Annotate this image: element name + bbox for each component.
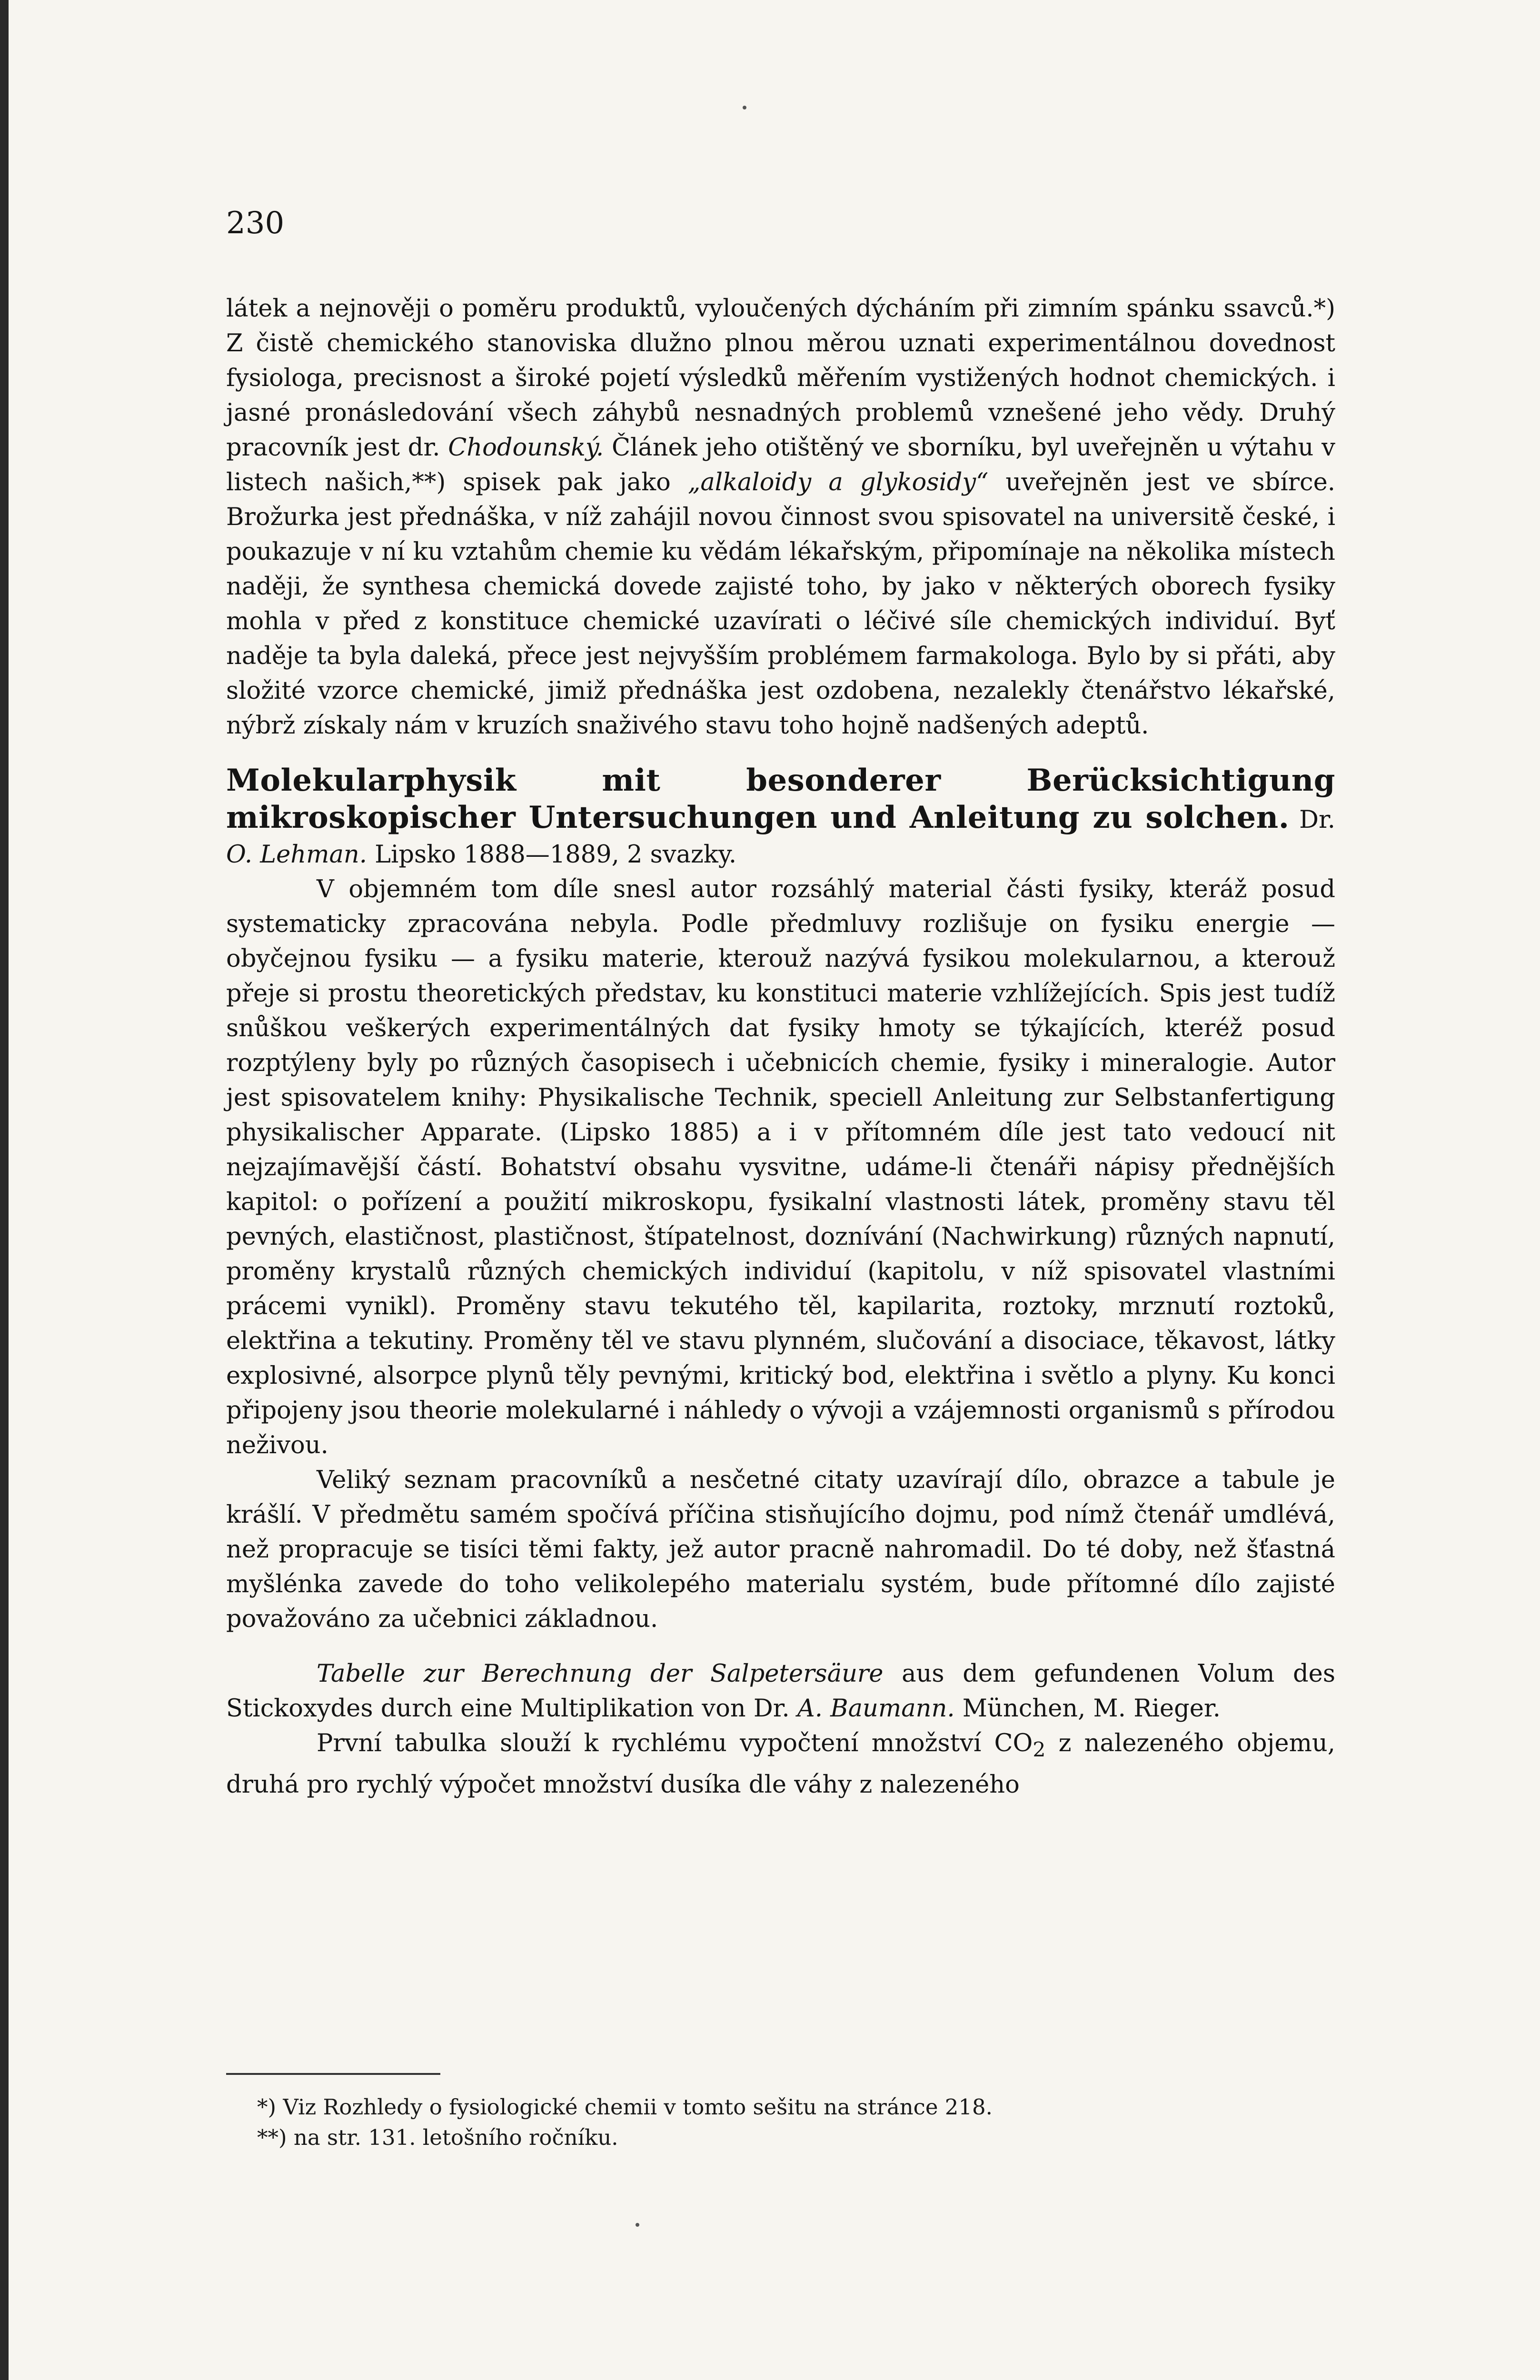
- page-number: 230: [226, 206, 285, 241]
- paragraph-tabelle: První tabulka slouží k rychlému vypočtení množství $CO_2$ z nalezeného objemu, druhá pro rychlý výpočet množství dusíka dle váhy z nalezeného: [226, 1729, 1335, 1799]
- scan-speck: [743, 106, 746, 109]
- book-heading: Molekularphysik mit besonderer Berücksichtigung mikroskopischer Untersuchungen und Anleitung zu solchen. Dr. O. Lehman. Lipsko 1888—1889, 2 svazky.: [226, 763, 1336, 869]
- scan-edge: [0, 0, 9, 2380]
- footnote-1: *) Viz Rozhledy o fysiologické chemii v tomto sešitu na stránce 218.: [257, 2094, 993, 2120]
- main-text: [226, 291, 1335, 1802]
- author-chodounsky: Chodounský.: [448, 434, 604, 462]
- alkaloidy-title: „alkaloidy a glykosidy“: [687, 468, 989, 496]
- book-title: Molekularphysik mit besonderer Berücksichtigung mikroskopischer Untersuchungen und Anleitung zu solchen.: [226, 763, 1335, 835]
- co2-subscript: 2: [1033, 1738, 1046, 1762]
- footnotes: [257, 2092, 1304, 2153]
- paragraph-chemistry-review: látek a nejnověji o poměru produktů, vyloučených dýcháním při zimním spánku ssavců.*) Z čistě chemického stanoviska dlužno plnou měrou uznati experimentálnou dovednost fysiologa, precisnost a široké pojetí výsledků měřením vystižených hodnot chemických. i jasné pronásledování všech záhybů nesnadných problemů vznešené jeho vědy. Druhý pracovník jest dr. Chodounský. Článek jeho otištěný ve sborníku, byl uveřejněn u výtahu v listech našich,**) spisek pak jako „alkaloidy a glykosidy“ uveřejněn jest ve sbírce. Brožurka jest přednáška, v níž zahájil novou činnost svou spisovatel na universitě české, i poukazuje v ní ku vztahům chemie ku vědám lékařským, připomínaje na několika místech naději, že synthesa chemická dovede zajisté toho, by jako v některých oborech fysiky mohla v před z konstituce chemické uzavírati o léčivé síle chemických individuí. Byť naděje ta byla daleká, přece jest nejvyšším problémem farmakologa. Bylo by si přáti, aby složité vzorce chemické, jimiž přednáška jest ozdobena, nezalekly čtenářstvo lékařské, nýbrž získaly nám v kruzích snaživého stavu toho hojně nadšených adeptů.: [226, 295, 1335, 740]
- footnote-2: **) na str. 131. letošního ročníku.: [257, 2125, 618, 2150]
- scan-speck: [636, 2223, 639, 2227]
- paragraph-book-conclusion: Veliký seznam pracovníků a nesčetné citaty uzavírají dílo, obrazce a tabule je krášlí. V předmětu samém spočívá příčina stisňujícího dojmu, pod nímž čtenář umdlévá, než propracuje se tisíci těmi fakty, jež autor pracně nahromadil. Do té doby, než šťastná myšlénka zavede do toho velikolepého materialu systém, bude přítomné dílo zajisté považováno za učebnici základnou.: [226, 1466, 1335, 1633]
- paragraph-book-review: V objemném tom díle snesl autor rozsáhlý material části fysiky, kteráž posud systematicky zpracována nebyla. Podle předmluvy rozlišuje on fysiku energie — obyčejnou fysiku — a fysiku materie, kterouž nazývá fysikou molekularnou, a kterouž přeje si prostu theoretických představ, ku konstituci materie vzhlížejících. Spis jest tudíž snůškou veškerých experimentálných dat fysiky hmoty se týkajících, kteréž posud rozptýleny byly po různých časopisech i učebnicích chemie, fysiky i mineralogie. Autor jest spisovatelem knihy: Physikalische Technik, speciell Anleitung zur Selbstanfertigung physikalischer Apparate. (Lipsko 1885) a i v přítomném díle jest tato vedoucí nit nejzajímavější částí. Bohatství obsahu vysvitne, udáme-li čtenáři nápisy přednějších kapitol: o pořízení a použití mikroskopu, fysikalní vlastnosti látek, proměny stavu těl pevných, elastičnost, plastičnost, štípatelnost, doznívání (Nachwirkung) různých napnutí, proměny krystalů různých chemických individuí (kapitolu, v níž spisovatel vlastními prácemi vynikl). Proměny stavu tekutého těl, kapilarita, roztoky, mrznutí roztoků, elektřina a tekutiny. Proměny těl ve stavu plynném, slučování a disociace, těkavost, látky explosivné, alsorpce plynů těly pevnými, kritický bod, elektřina i světlo a plyny. Ku konci připojeny jsou theorie molekularné i náhledy o vývoji a vzájemnosti organismů s přírodou neživou.: [226, 875, 1335, 1459]
- footnote-divider: [226, 2073, 440, 2075]
- tabelle-title: Tabelle zur Berechnung der Salpetersäure: [317, 1660, 884, 1688]
- tabelle-author: A. Baumann.: [797, 1695, 955, 1723]
- tabelle-heading: Tabelle zur Berechnung der Salpetersäure aus dem gefundenen Volum des Stickoxydes durch eine Multiplikation von Dr. A. Baumann. München, M. Rieger.: [226, 1660, 1335, 1723]
- book-author: O. Lehman.: [226, 841, 367, 869]
